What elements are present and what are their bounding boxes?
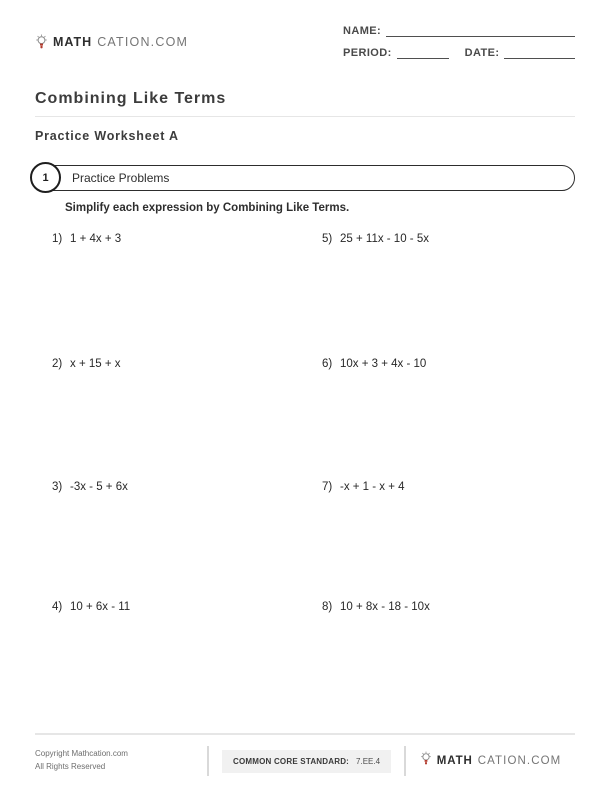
title-divider [35, 116, 575, 117]
problem-number: 4) [52, 601, 63, 613]
problem-number: 1) [52, 233, 63, 245]
standard-value: 7.EE.4 [356, 756, 381, 766]
logo-text-light: CATION.COM [477, 755, 562, 767]
lightbulb-icon [420, 751, 432, 771]
name-label: NAME: [343, 25, 382, 37]
copyright-line-2: All Rights Reserved [35, 762, 106, 771]
date-label: DATE: [464, 47, 500, 59]
footer [35, 733, 575, 776]
problem-number: 6) [322, 358, 333, 370]
common-core-standard-box [222, 750, 391, 773]
footer-divider [35, 733, 575, 735]
footer-vertical-divider-left [207, 746, 209, 776]
name-blank-line [386, 24, 575, 37]
copyright-line-1: Copyright Mathcation.com [35, 749, 128, 759]
footer-brand-logo [420, 751, 562, 771]
problem-number: 7) [322, 481, 333, 493]
problem-7 [305, 481, 575, 601]
copyright-text [35, 748, 207, 774]
problem-expression: -3x - 5 + 6x [70, 481, 128, 493]
problem-number: 3) [52, 481, 63, 493]
period-date-row [343, 46, 575, 59]
page-subtitle: Practice Worksheet A [35, 129, 179, 143]
problem-expression: 1 + 4x + 3 [70, 233, 122, 245]
problem-8 [305, 601, 575, 613]
page-title: Combining Like Terms [35, 90, 227, 107]
problem-expression: 25 + 11x - 10 - 5x [340, 233, 429, 245]
logo-text-bold: MATH [53, 35, 93, 49]
problem-expression: x + 15 + x [70, 358, 121, 370]
brand-logo [35, 34, 188, 50]
section-instruction: Simplify each expression by Combining Like Terms. [65, 202, 350, 214]
problem-1 [35, 233, 305, 358]
problem-number: 5) [322, 233, 333, 245]
problem-expression: 10x + 3 + 4x - 10 [340, 358, 427, 370]
logo-text-light: CATION.COM [97, 35, 189, 49]
section-number-badge: 1 [30, 162, 61, 193]
problem-2 [35, 358, 305, 481]
lightbulb-icon [35, 34, 48, 50]
period-blank-line [397, 46, 449, 59]
section-banner [35, 165, 575, 191]
name-field-row [343, 24, 575, 37]
standard-label: COMMON CORE STANDARD: [233, 756, 350, 766]
problem-3 [35, 481, 305, 601]
problem-5 [305, 233, 575, 358]
problem-expression: -x + 1 - x + 4 [340, 481, 405, 493]
logo-text-bold: MATH [436, 755, 473, 767]
problem-number: 8) [322, 601, 333, 613]
title-block [35, 90, 575, 143]
problems-grid [35, 233, 575, 613]
problem-expression: 10 + 6x - 11 [70, 601, 131, 613]
problem-4 [35, 601, 305, 613]
problem-6 [305, 358, 575, 481]
period-label: PERIOD: [343, 47, 392, 59]
section-title-pill: Practice Problems [35, 165, 575, 191]
header [35, 0, 575, 68]
problem-expression: 10 + 8x - 18 - 10x [340, 601, 430, 613]
student-fields [343, 20, 575, 68]
date-blank-line [504, 46, 575, 59]
problem-number: 2) [52, 358, 63, 370]
